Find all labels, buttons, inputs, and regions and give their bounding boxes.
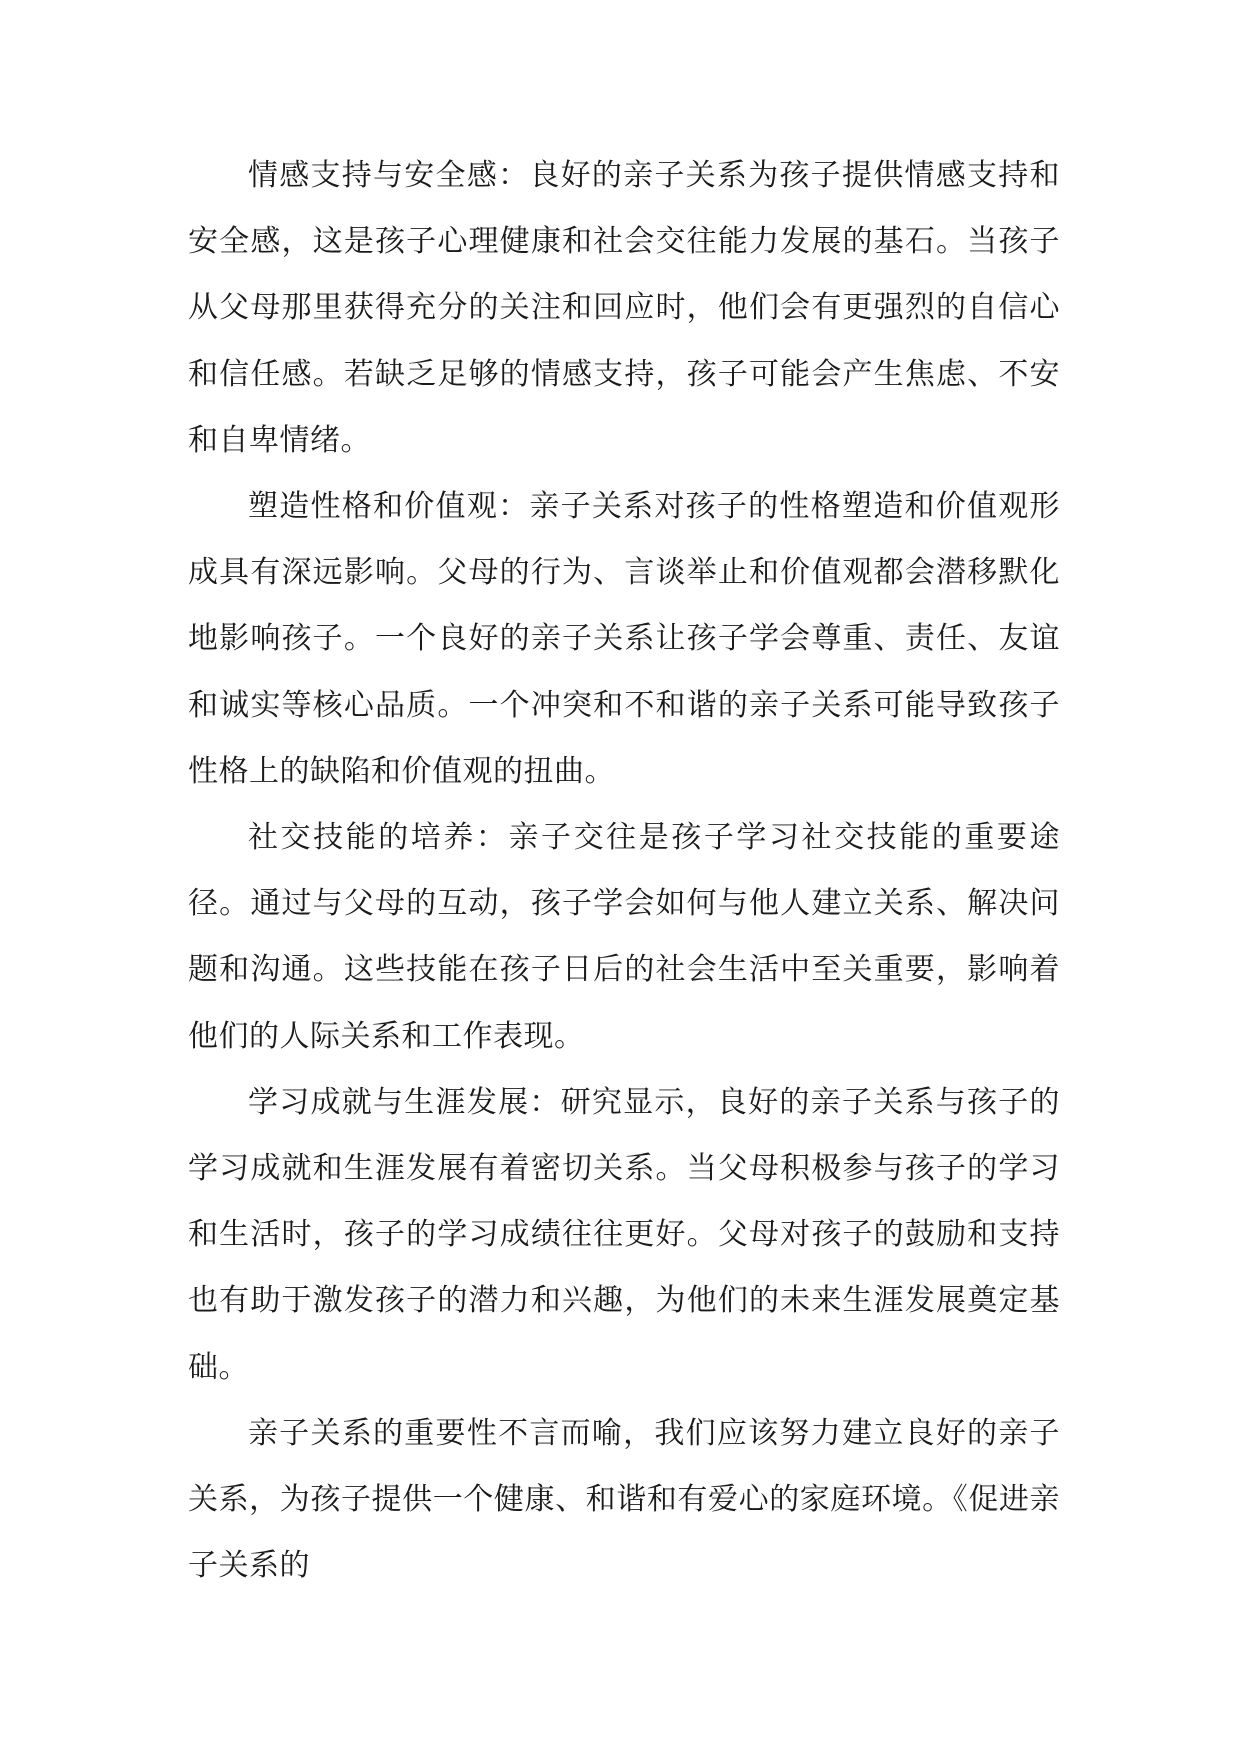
paragraph-character-values: 塑造性格和价值观：亲子关系对孩子的性格塑造和价值观形成具有深远影响。父母的行为、言谈举止和价值观都会潜移默化地影响孩子。一个良好的亲子关系让孩子学会尊重、责任、友谊和诚实等核心品质。一个冲突和不和谐的亲子关系可能导致孩子性格上的缺陷和价值观的扭曲。 <box>188 489 1060 789</box>
paragraph-emotional-support: 情感支持与安全感：良好的亲子关系为孩子提供情感支持和安全感，这是孩子心理健康和社会交往能力发展的基石。当孩子从父母那里获得充分的关注和回应时，他们会有更强烈的自信心和信任感。若缺乏足够的情感支持，孩子可能会产生焦虑、不安和自卑情绪。 <box>188 158 1060 458</box>
document-body <box>188 143 1060 1599</box>
paragraph-social-skills: 社交技能的培养：亲子交往是孩子学习社交技能的重要途径。通过与父母的互动，孩子学会如何与他人建立关系、解决问题和沟通。这些技能在孩子日后的社会生活中至关重要，影响着他们的人际关系和工作表现。 <box>188 820 1060 1054</box>
paragraph-learning-career: 学习成就与生涯发展：研究显示，良好的亲子关系与孩子的学习成就和生涯发展有着密切关系。当父母积极参与孩子的学习和生活时，孩子的学习成绩往往更好。父母对孩子的鼓励和支持也有助于激发孩子的潜力和兴趣，为他们的未来生涯发展奠定基础。 <box>188 1084 1060 1385</box>
paragraph-conclusion: 亲子关系的重要性不言而喻，我们应该努力建立良好的亲子关系，为孩子提供一个健康、和谐和有爱心的家庭环境。《促进亲子关系的 <box>188 1415 1060 1584</box>
